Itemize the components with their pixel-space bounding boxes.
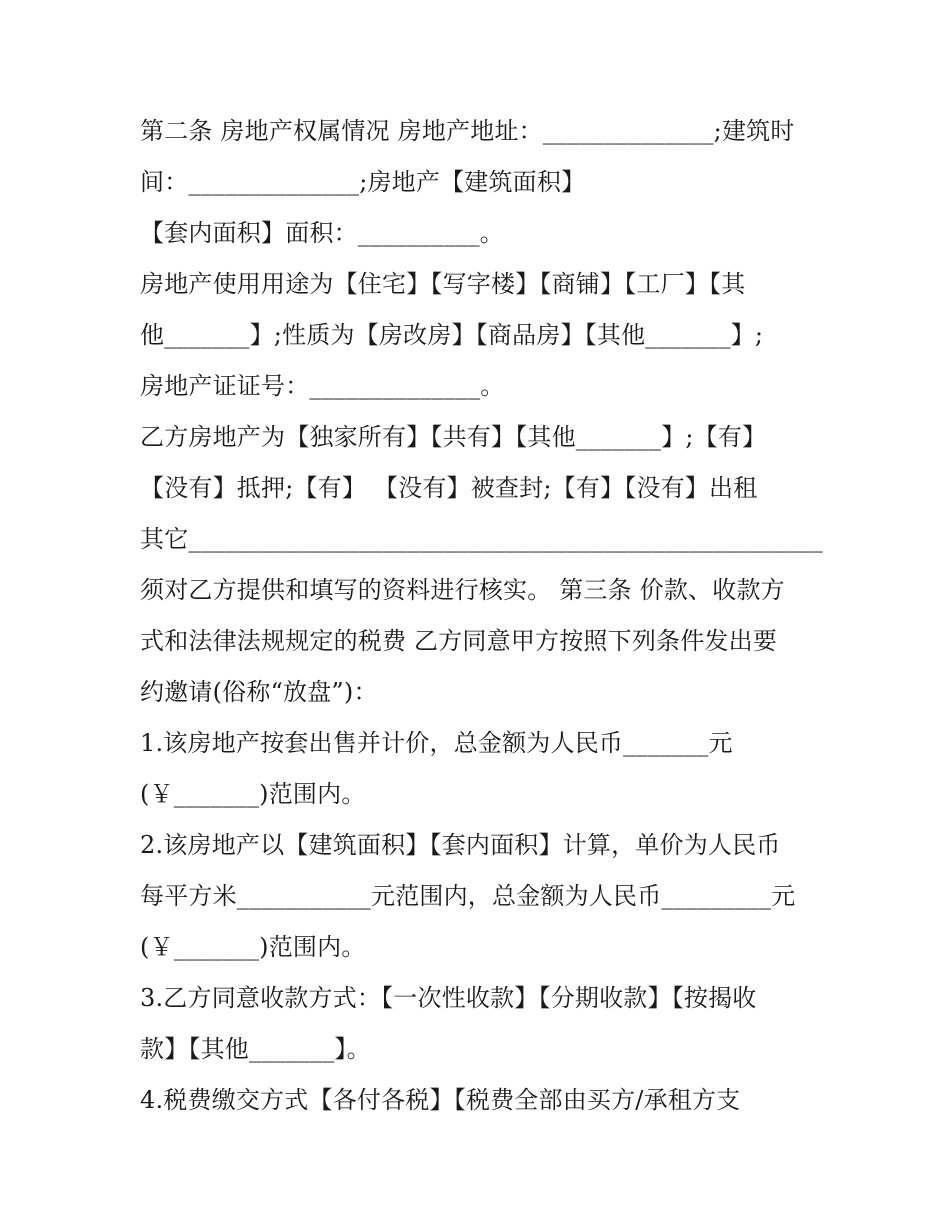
- text-line: 其它____________________________________________________: [140, 525, 823, 553]
- text-line: 【套内面积】面积：__________。: [140, 219, 504, 247]
- text-line: 4.税费缴交方式【各付各税】【税费全部由买方/承租方支: [140, 1086, 741, 1114]
- text-line: 他_______】;性质为【房改房】【商品房】【其他_______】;: [140, 321, 764, 349]
- text-line: 款】【其他_______】。: [140, 1035, 371, 1063]
- text-line: 房地产证证号：______________。: [140, 372, 505, 400]
- text-line: 乙方房地产为【独家所有】【共有】【其他_______】;【有】: [140, 423, 767, 451]
- text-line: 每平方米___________元范围内，总金额为人民币_________元: [140, 882, 796, 910]
- text-line: 1.该房地产按套出售并计价，总金额为人民币_______元: [140, 729, 733, 757]
- document-body: [140, 106, 823, 1126]
- text-line: 约邀请(俗称“放盘”)：: [140, 678, 378, 706]
- text-line: 2.该房地产以【建筑面积】【套内面积】计算，单价为人民币: [140, 831, 781, 859]
- text-line: (￥_______)范围内。: [140, 933, 366, 961]
- text-line: 第二条 房地产权属情况 房地产地址：______________;建筑时: [140, 117, 795, 145]
- text-line: 【没有】抵押;【有】 【没有】被查封;【有】【没有】出租: [140, 474, 758, 502]
- text-line: 须对乙方提供和填写的资料进行核实。 第三条 价款、收款方: [140, 576, 785, 604]
- text-line: 3.乙方同意收款方式：【一次性收款】【分期收款】【按揭收: [140, 984, 757, 1012]
- text-line: 间：______________;房地产【建筑面积】: [140, 168, 586, 196]
- text-line: 式和法律法规规定的税费 乙方同意甲方按照下列条件发出要: [140, 627, 778, 655]
- text-line: 房地产使用用途为【住宅】【写字楼】【商铺】【工厂】【其: [140, 270, 746, 298]
- text-line: (￥_______)范围内。: [140, 780, 366, 808]
